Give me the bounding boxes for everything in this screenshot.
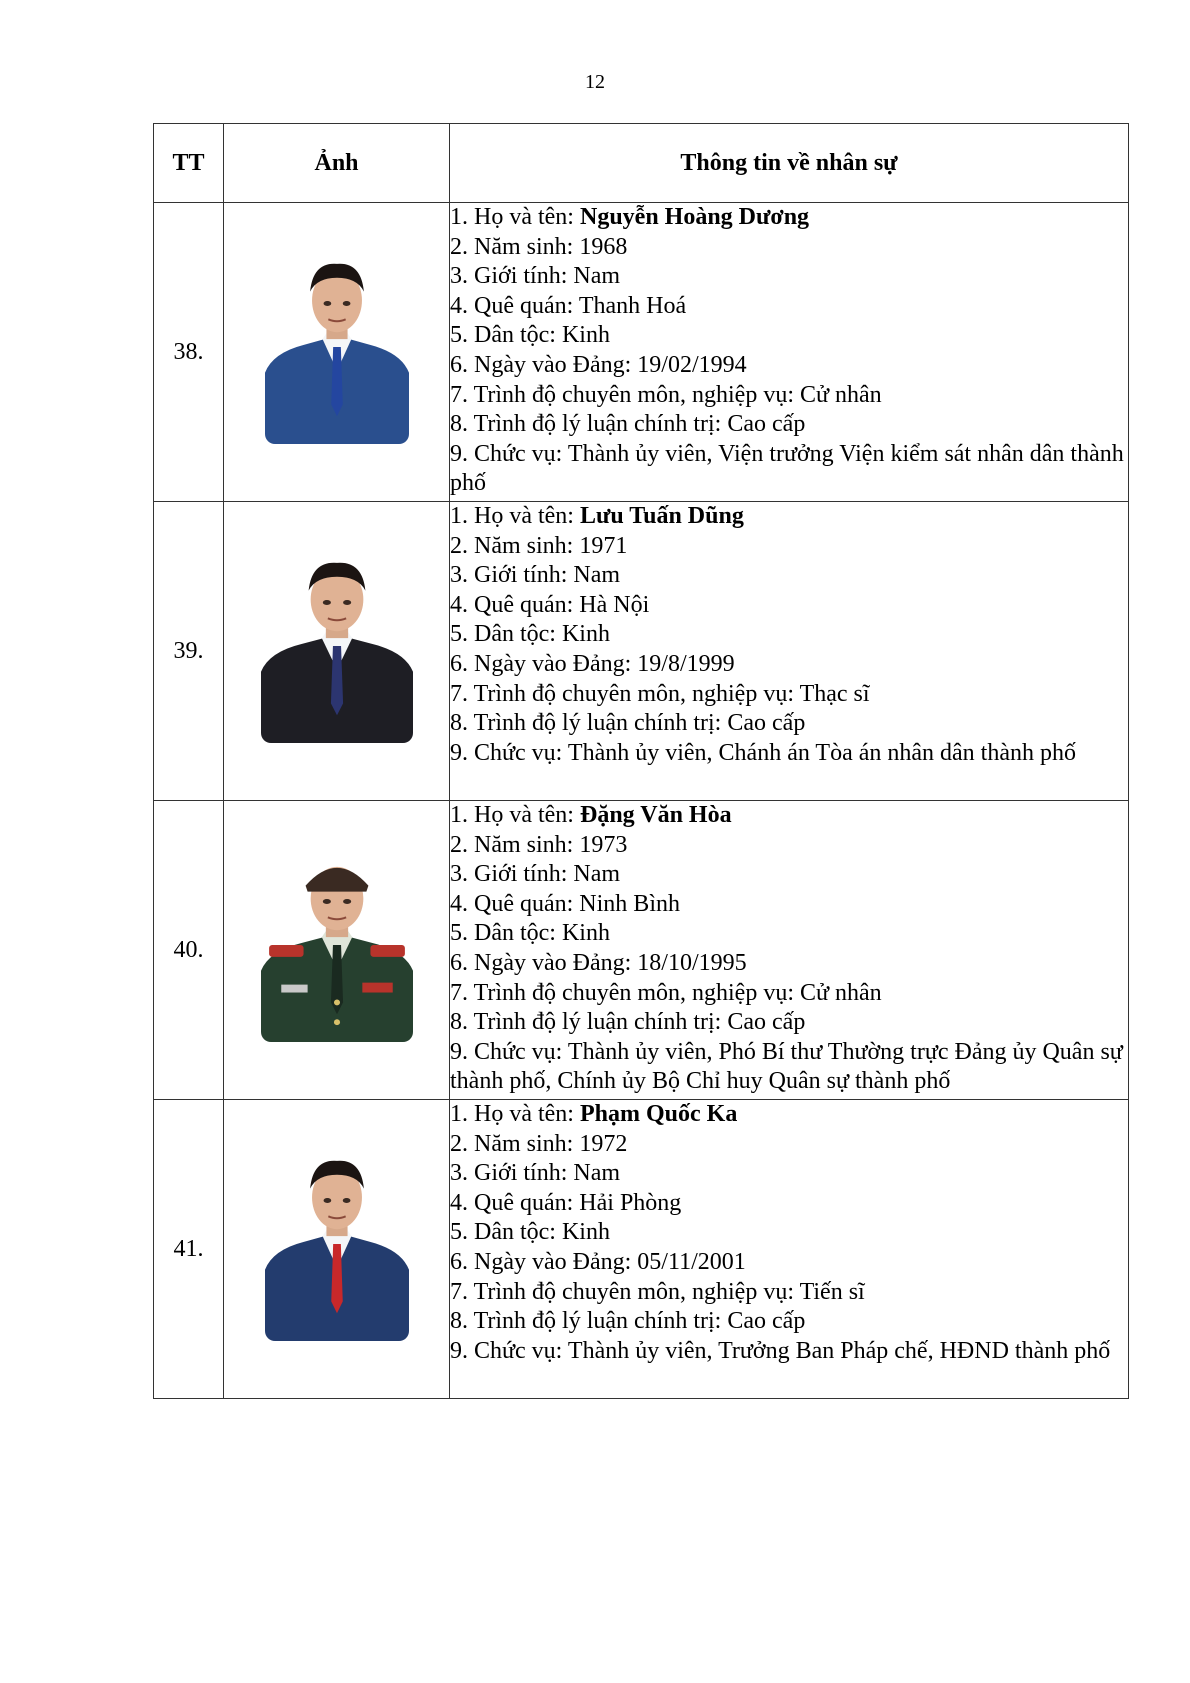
info-line: 8. Trình độ lý luận chính trị: Cao cấp xyxy=(450,1308,806,1335)
table-row xyxy=(154,203,1129,502)
info-line: 6. Ngày vào Đảng: 05/11/2001 xyxy=(450,1248,746,1275)
info-line: 3. Giới tính: Nam xyxy=(450,263,621,290)
portrait-photo xyxy=(265,1153,409,1341)
full-name: Đặng Văn Hòa xyxy=(579,802,732,828)
info-line: 4. Quê quán: Thanh Hoá xyxy=(450,292,687,319)
info-line: 5. Dân tộc: Kinh xyxy=(450,621,610,648)
full-name-label: 1. Họ và tên: xyxy=(450,204,580,230)
row-number: 40. xyxy=(154,801,224,1100)
personnel-info xyxy=(450,801,1129,1100)
page-number: 12 xyxy=(585,71,605,93)
info-line: 2. Năm sinh: 1972 xyxy=(450,1130,628,1157)
row-number: 38. xyxy=(154,203,224,502)
photo-cell xyxy=(224,801,450,1100)
info-line: 3. Giới tính: Nam xyxy=(450,562,621,589)
full-name: Lưu Tuấn Dũng xyxy=(579,503,744,529)
info-line: 3. Giới tính: Nam xyxy=(450,1160,621,1187)
info-line: 6. Ngày vào Đảng: 18/10/1995 xyxy=(450,949,747,976)
info-line: 8. Trình độ lý luận chính trị: Cao cấp xyxy=(450,411,806,438)
portrait-photo xyxy=(261,854,413,1042)
full-name: Phạm Quốc Ka xyxy=(579,1101,738,1127)
full-name-label: 1. Họ và tên: xyxy=(450,503,580,529)
info-line: 2. Năm sinh: 1973 xyxy=(450,831,628,858)
personnel-table xyxy=(153,123,1129,1399)
info-line: 9. Chức vụ: Thành ủy viên, Chánh án Tòa án nhân dân thành phố xyxy=(450,739,1077,766)
personnel-info xyxy=(450,203,1129,502)
info-line: 5. Dân tộc: Kinh xyxy=(450,322,610,349)
full-name-line xyxy=(450,203,1128,233)
header-photo: Ảnh xyxy=(224,124,450,203)
info-line: 2. Năm sinh: 1968 xyxy=(450,233,628,260)
full-name-label: 1. Họ và tên: xyxy=(450,1101,580,1127)
info-line: 9. Chức vụ: Thành ủy viên, Phó Bí thư Thường trực Đảng ủy Quân sự thành phố, Chính ủy Bộ Chỉ huy Quân sự thành phố xyxy=(450,1038,1123,1095)
info-line: 7. Trình độ chuyên môn, nghiệp vụ: Cử nhân xyxy=(450,381,882,408)
info-line: 3. Giới tính: Nam xyxy=(450,861,621,888)
info-line: 7. Trình độ chuyên môn, nghiệp vụ: Tiến sĩ xyxy=(450,1278,865,1305)
header-info: Thông tin về nhân sự xyxy=(450,124,1129,203)
info-line: 6. Ngày vào Đảng: 19/02/1994 xyxy=(450,351,747,378)
full-name-line xyxy=(450,502,1128,532)
table-row xyxy=(154,1100,1129,1399)
table-header-row xyxy=(154,124,1129,203)
info-line: 5. Dân tộc: Kinh xyxy=(450,1219,610,1246)
personnel-info xyxy=(450,1100,1129,1399)
row-number: 41. xyxy=(154,1100,224,1399)
table-row xyxy=(154,801,1129,1100)
photo-cell xyxy=(224,502,450,801)
info-line: 4. Quê quán: Hà Nội xyxy=(450,591,650,618)
info-line: 6. Ngày vào Đảng: 19/8/1999 xyxy=(450,650,735,677)
full-name-label: 1. Họ và tên: xyxy=(450,802,580,828)
row-number: 39. xyxy=(154,502,224,801)
portrait-photo xyxy=(261,555,413,743)
info-line: 8. Trình độ lý luận chính trị: Cao cấp xyxy=(450,1009,806,1036)
info-line: 8. Trình độ lý luận chính trị: Cao cấp xyxy=(450,710,806,737)
info-line: 5. Dân tộc: Kinh xyxy=(450,920,610,947)
info-line: 9. Chức vụ: Thành ủy viên, Viện trưởng Viện kiểm sát nhân dân thành phố xyxy=(450,440,1124,497)
personnel-info xyxy=(450,502,1129,801)
info-line: 2. Năm sinh: 1971 xyxy=(450,532,628,559)
full-name-line xyxy=(450,1100,1128,1130)
full-name-line xyxy=(450,801,1128,831)
info-line: 4. Quê quán: Hải Phòng xyxy=(450,1189,682,1216)
info-line: 7. Trình độ chuyên môn, nghiệp vụ: Cử nhân xyxy=(450,979,882,1006)
info-line: 4. Quê quán: Ninh Bình xyxy=(450,890,680,917)
info-line: 9. Chức vụ: Thành ủy viên, Trưởng Ban Pháp chế, HĐND thành phố xyxy=(450,1337,1111,1364)
table-row xyxy=(154,502,1129,801)
info-line: 7. Trình độ chuyên môn, nghiệp vụ: Thạc sĩ xyxy=(450,680,870,707)
table-body xyxy=(154,203,1129,1399)
full-name: Nguyễn Hoàng Dương xyxy=(579,204,810,230)
photo-cell xyxy=(224,1100,450,1399)
photo-cell xyxy=(224,203,450,502)
portrait-photo xyxy=(265,256,409,444)
header-tt: TT xyxy=(154,124,224,203)
